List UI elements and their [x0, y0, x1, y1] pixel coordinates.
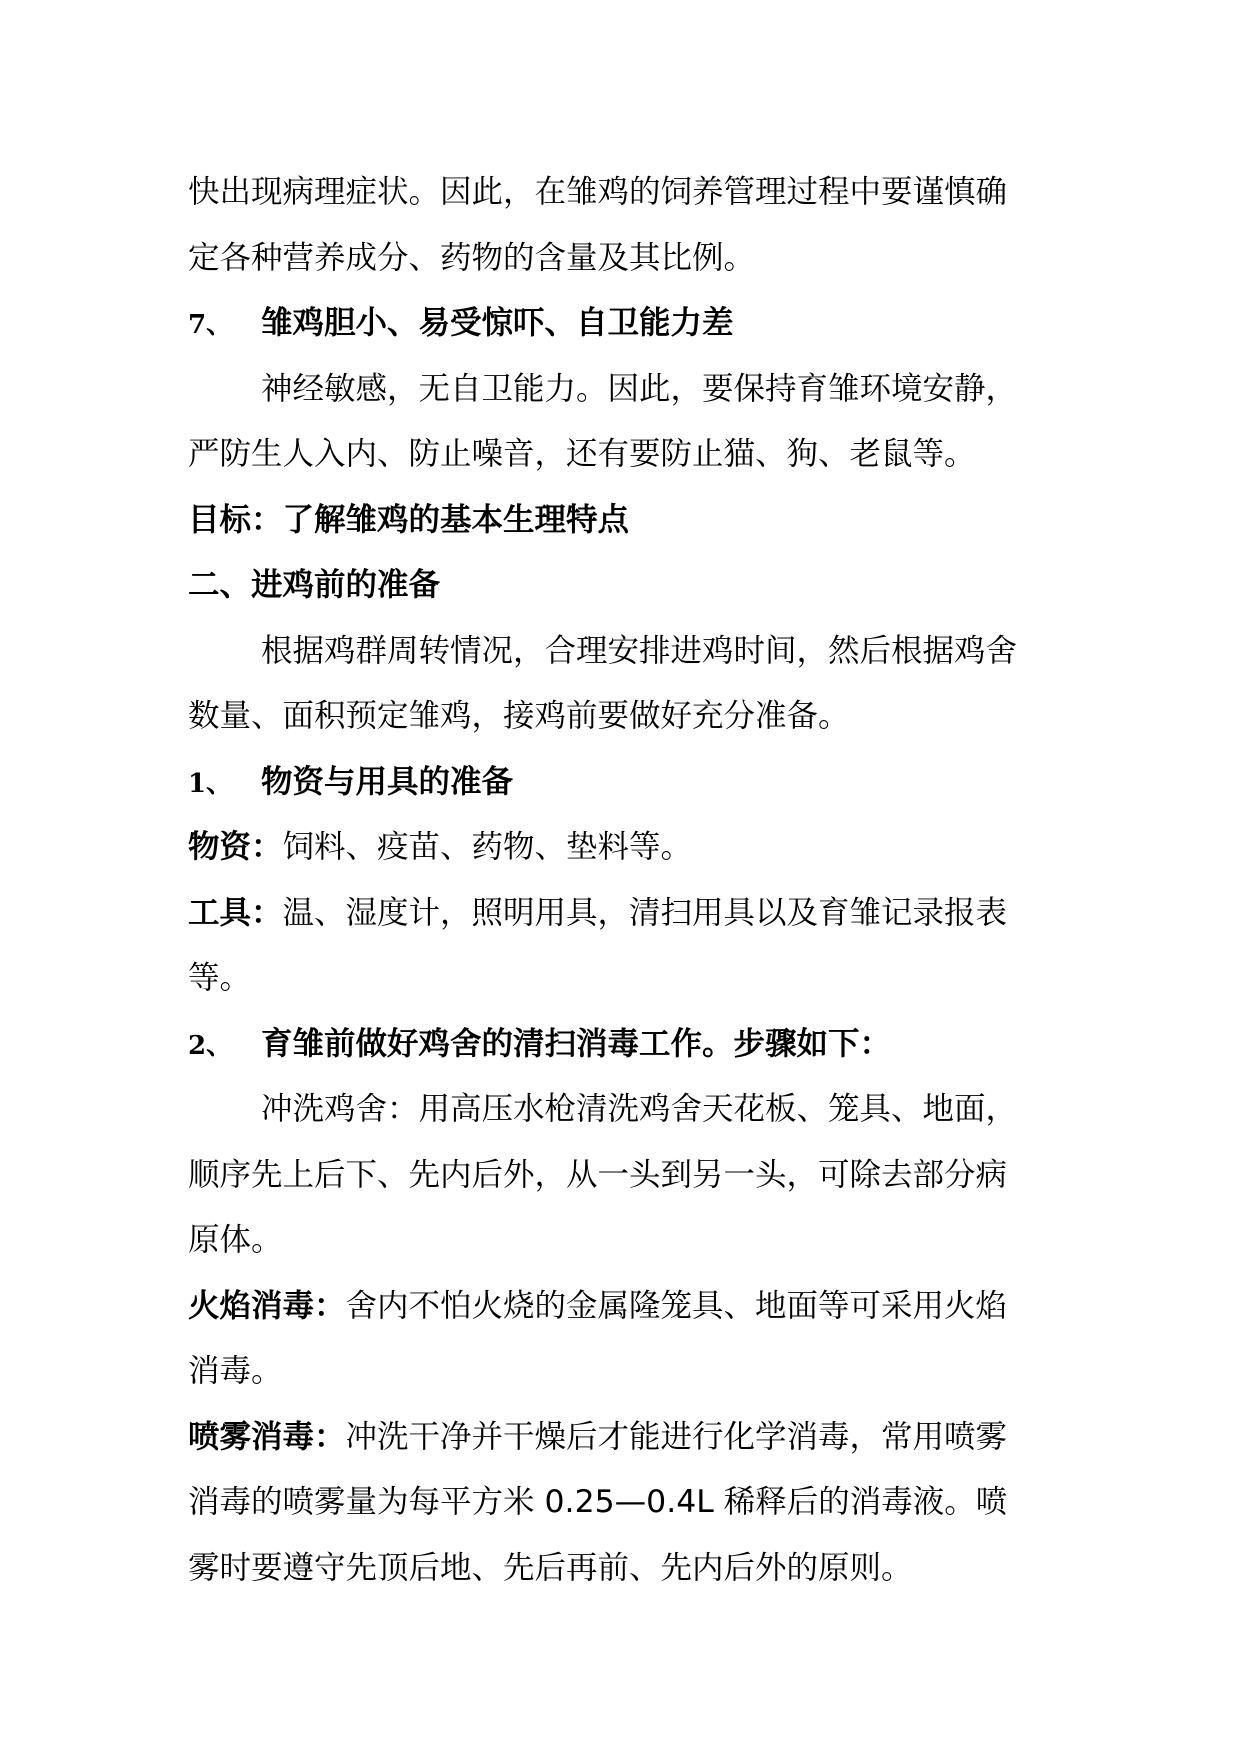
body-text-line: 消毒。: [188, 1353, 283, 1389]
goal-heading: 目标：了解雏鸡的基本生理特点: [188, 501, 630, 538]
body-text-line: 快出现病理症状。因此，在雏鸡的饲养管理过程中要谨慎确: [188, 174, 1008, 210]
section-number: 1、: [188, 768, 233, 799]
section-title: 物资与用具的准备: [261, 763, 514, 800]
section-number: 2、: [188, 1030, 233, 1061]
section-title: 育雏前做好鸡舍的清扫消毒工作。步骤如下：: [261, 1025, 892, 1062]
materials-line: [188, 815, 1058, 881]
spray-label: 喷雾消毒：: [188, 1418, 346, 1455]
body-text-line: 定各种营养成分、药物的含量及其比例。: [188, 239, 756, 276]
chapter-heading: 二、进鸡前的准备: [188, 567, 441, 603]
section-heading-1: [188, 750, 1058, 816]
section-heading-2: [188, 1012, 1058, 1078]
body-text-line: 数量、面积预定雏鸡，接鸡前要做好充分准备。: [188, 698, 850, 734]
spray-text: 冲洗干净并干燥后才能进行化学消毒，常用喷雾: [345, 1418, 1008, 1455]
body-text-line: 消毒的喷雾量为每平方米 0.25—0.4L 稀释后的消毒液。喷: [188, 1484, 1008, 1520]
flame-text: 舍内不怕火烧的金属隆笼具、地面等可采用火焰: [345, 1287, 1008, 1324]
section-heading-7: [188, 291, 1058, 357]
body-text-line: 严防生人入内、防止噪音，还有要防止猫、狗、老鼠等。: [188, 436, 976, 472]
body-text-line: 顺序先上后下、先内后外，从一头到另一头，可除去部分病: [188, 1156, 1008, 1193]
flame-line: [188, 1274, 1058, 1340]
flame-label: 火焰消毒：: [188, 1287, 346, 1324]
body-text-line: 神经敏感，无自卫能力。因此，要保持育雏环境安静，: [261, 370, 1018, 407]
materials-text: 饲料、疫苗、药物、垫料等。: [282, 829, 693, 865]
tools-text: 温、湿度计，照明用具，清扫用具以及育雏记录报表: [282, 894, 1008, 931]
materials-label: 物资：: [188, 829, 283, 865]
tools-line: [188, 881, 1058, 947]
document-page: [188, 160, 1058, 1601]
body-text-line: 冲洗鸡舍：用高压水枪清洗鸡舍天花板、笼具、地面，: [261, 1091, 1018, 1127]
section-title: 雏鸡胆小、易受惊吓、自卫能力差: [261, 305, 734, 341]
body-text-line: 原体。: [188, 1222, 283, 1258]
body-text-line: 根据鸡群周转情况，合理安排进鸡时间，然后根据鸡舍: [261, 632, 1018, 669]
body-text-line: 雾时要遵守先顶后地、先后再前、先内后外的原则。: [188, 1549, 913, 1586]
tools-label: 工具：: [188, 894, 283, 931]
body-text-line: 等。: [188, 960, 252, 996]
spray-line: [188, 1405, 1058, 1471]
section-number: 7、: [188, 310, 233, 340]
